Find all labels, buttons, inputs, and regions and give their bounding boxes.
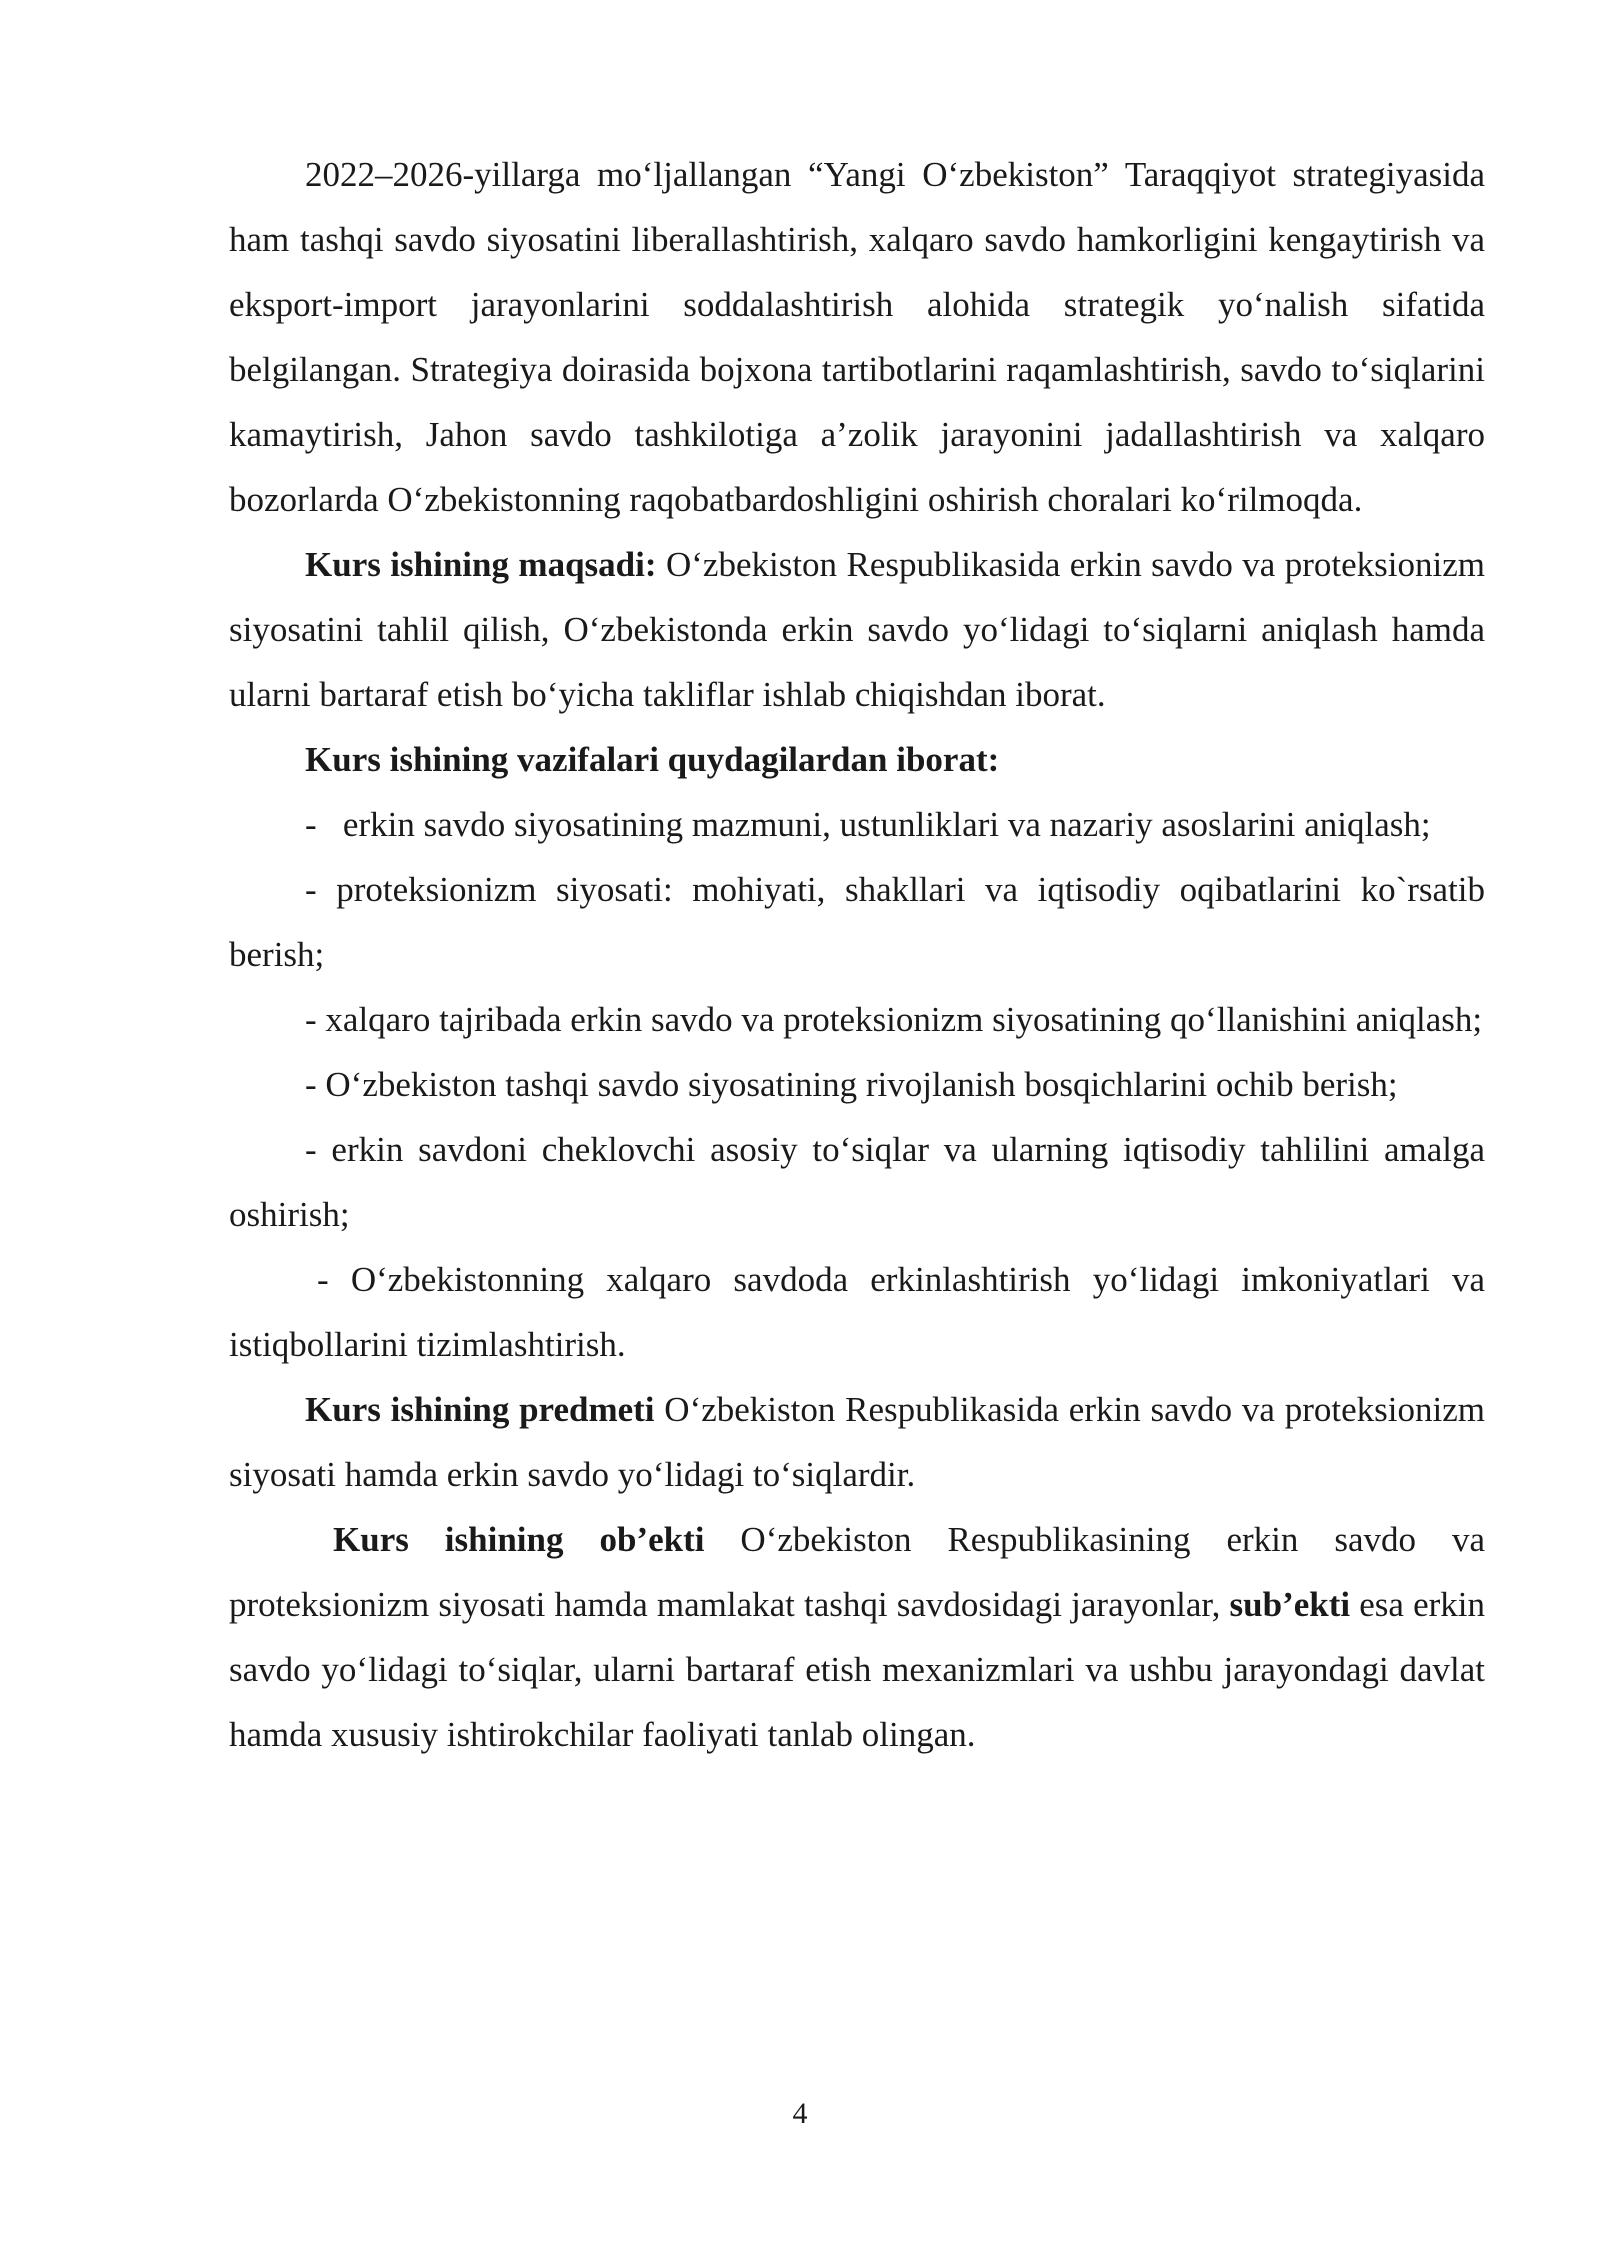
subyekt-text: esa erkin savdo yo‘lidagi to‘siqlar, ularni bartaraf etish mexanizmlari va ushbu jarayondagi davlat hamda xususiy ishtirokchilar faoliyati tanlab olingan. [229, 1585, 1486, 1754]
paragraph-strategy: 2022–2026-yillarga mo‘ljallangan “Yangi O‘zbekiston” Taraqqiyot strategiyasida ham tashqi savdo siyosatini liberallashtirish, xalqaro savdo hamkorligini kengaytirish va eksport-import jarayonlarini soddalashtirish alohida strategik yo‘nalish sifatida belgilangan. Strategiya doirasida bojxona tartibotlarini raqamlashtirish, savdo to‘siqlarini kamaytirish, Jahon savdo tashkilotiga a’zolik jarayonini jadallashtirish va xalqaro bozorlarda O‘zbekistonning raqobatbardoshligini oshirish choralari ko‘rilmoqda. [229, 155, 1485, 519]
page-content [229, 142, 1485, 1767]
goal-text: O‘zbekiston Respublikasida erkin savdo va proteksionizm siyosatini tahlil qilish, O‘zbekistonda erkin savdo yo‘lidagi to‘siqlarni aniqlash hamda ularni bartaraf etish bo‘yicha takliflar ishlab chiqishdan iborat. [229, 545, 1486, 714]
goal-label: Kurs ishining maqsadi: [305, 545, 657, 584]
object-text: O‘zbekiston Respublikasining erkin savdo va proteksionizm siyosati hamda mamlakat tashqi savdosidagi jarayonlar, [229, 1520, 1485, 1624]
task-item: - erkin savdo siyosatining mazmuni, ustunliklari va nazariy asoslarini aniqlash; [305, 805, 1431, 844]
object-label: Kurs ishining ob’ekti [333, 1520, 705, 1559]
task-item: - erkin savdoni cheklovchi asosiy to‘siqlar va ularning iqtisodiy tahlilini amalga oshirish; [229, 1130, 1485, 1234]
tasks-heading: Kurs ishining vazifalari quydagilardan iborat: [305, 740, 1000, 779]
page-number: 4 [792, 2097, 808, 2130]
task-item: - proteksionizm siyosati: mohiyati, shakllari va iqtisodiy oqibatlarini ko`rsatib berish; [229, 870, 1485, 974]
subject-text: O‘zbekiston Respublikasida erkin savdo va proteksionizm siyosati hamda erkin savdo yo‘lidagi to‘siqlardir. [229, 1390, 1485, 1494]
paragraph-object [229, 1507, 1485, 1767]
subject-label: Kurs ishining predmeti [305, 1390, 655, 1429]
paragraph-goal [229, 532, 1485, 727]
task-item: - xalqaro tajribada erkin savdo va proteksionizm siyosatining qo‘llanishini aniqlash; [305, 1000, 1483, 1039]
subyekt-label: sub’ekti [1229, 1585, 1351, 1624]
paragraph-subject [229, 1377, 1485, 1507]
task-item: - O‘zbekiston tashqi savdo siyosatining rivojlanish bosqichlarini ochib berish; [305, 1065, 1398, 1104]
task-item: - O‘zbekistonning xalqaro savdoda erkinlashtirish yo‘lidagi imkoniyatlari va istiqbollarini tizimlashtirish. [229, 1260, 1485, 1364]
